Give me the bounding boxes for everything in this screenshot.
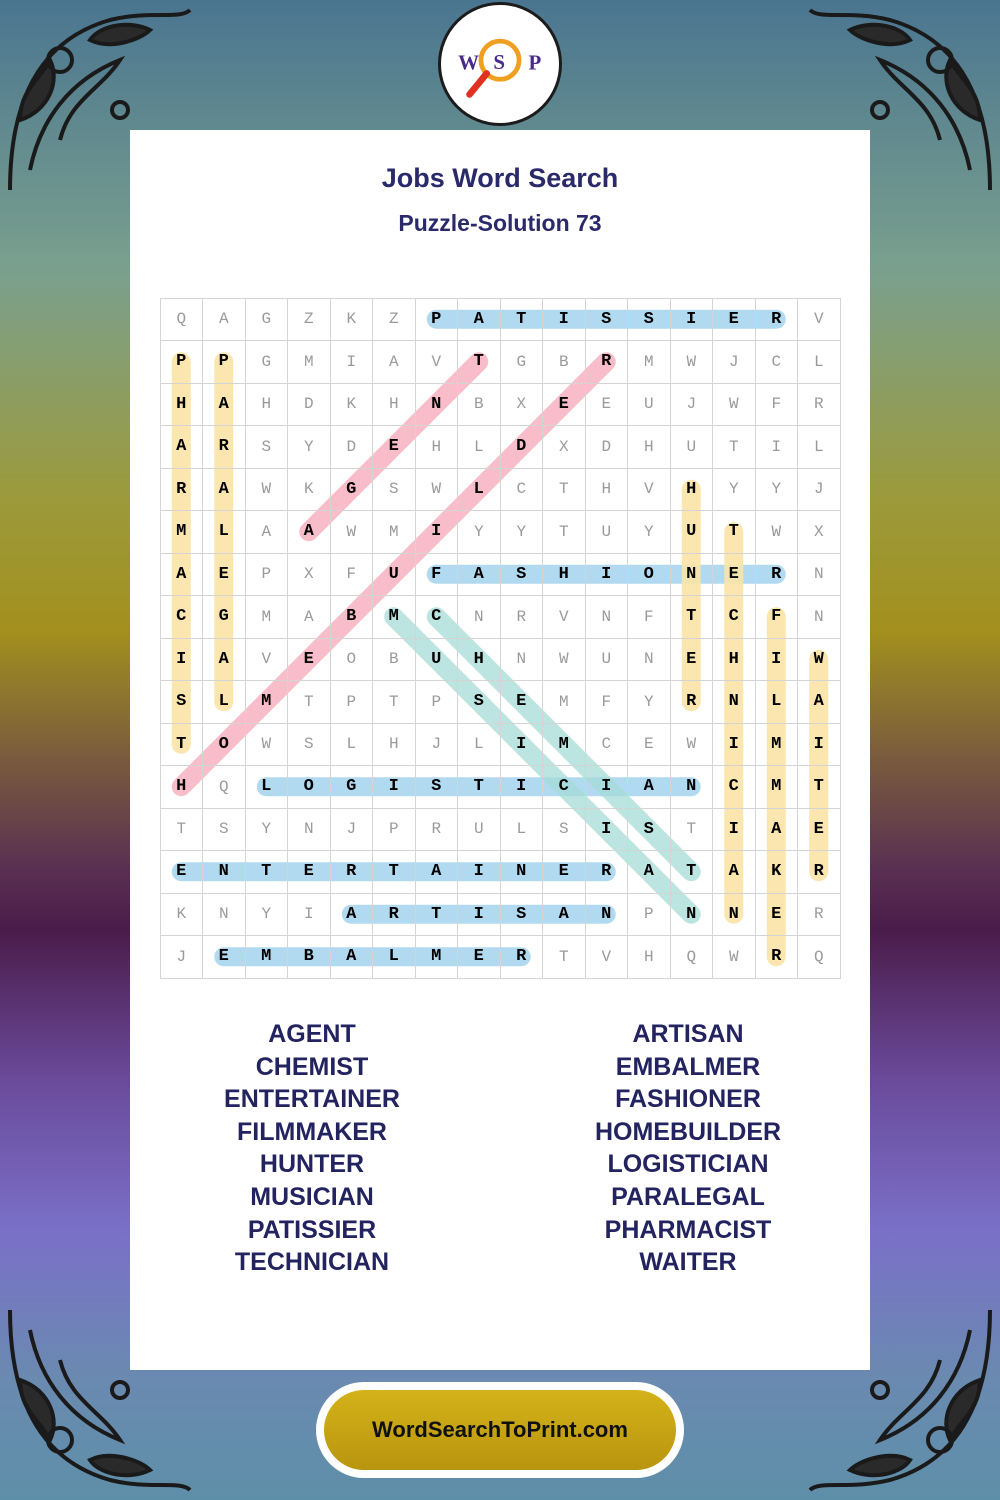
grid-cell[interactable]: I: [457, 850, 501, 894]
grid-cell[interactable]: H: [415, 425, 459, 469]
grid-cell[interactable]: I: [755, 638, 799, 682]
grid-cell[interactable]: L: [797, 340, 841, 384]
grid-cell[interactable]: T: [160, 808, 204, 852]
grid-cell[interactable]: Y: [245, 893, 289, 937]
grid-cell[interactable]: U: [372, 553, 416, 597]
grid-cell[interactable]: L: [797, 425, 841, 469]
grid-cell[interactable]: M: [542, 680, 586, 724]
grid-cell[interactable]: R: [755, 298, 799, 342]
grid-cell[interactable]: E: [797, 808, 841, 852]
grid-cell[interactable]: U: [670, 425, 714, 469]
grid-cell[interactable]: N: [670, 765, 714, 809]
grid-cell[interactable]: H: [585, 468, 629, 512]
word-list-item: PARALEGAL: [611, 1182, 765, 1211]
grid-cell[interactable]: A: [330, 893, 374, 937]
grid-cell[interactable]: E: [160, 850, 204, 894]
grid-cell[interactable]: T: [712, 425, 756, 469]
grid-cell[interactable]: G: [245, 298, 289, 342]
grid-cell[interactable]: K: [287, 468, 331, 512]
grid-cell[interactable]: A: [160, 425, 204, 469]
grid-cell[interactable]: I: [457, 893, 501, 937]
grid-cell[interactable]: S: [457, 680, 501, 724]
grid-cell[interactable]: R: [585, 850, 629, 894]
grid-cell[interactable]: Z: [372, 298, 416, 342]
grid-cell[interactable]: C: [755, 340, 799, 384]
word-list-item: TECHNICIAN: [234, 1248, 390, 1277]
grid-cell[interactable]: A: [457, 553, 501, 597]
grid-cell[interactable]: N: [627, 638, 671, 682]
word-list-item: PHARMACIST: [604, 1215, 772, 1244]
grid-cell[interactable]: A: [245, 510, 289, 554]
grid-cell[interactable]: V: [542, 595, 586, 639]
grid-cell[interactable]: R: [160, 468, 204, 512]
grid-cell[interactable]: J: [160, 935, 204, 979]
grid-cell[interactable]: O: [287, 765, 331, 809]
grid-cell[interactable]: F: [755, 595, 799, 639]
grid-cell[interactable]: Y: [712, 468, 756, 512]
grid-cell[interactable]: W: [415, 468, 459, 512]
grid-cell[interactable]: L: [457, 468, 501, 512]
grid-cell[interactable]: F: [415, 553, 459, 597]
grid-cell[interactable]: T: [670, 850, 714, 894]
grid-cell[interactable]: W: [755, 510, 799, 554]
grid-cell[interactable]: N: [415, 383, 459, 427]
grid-cell[interactable]: S: [500, 553, 544, 597]
grid-cell[interactable]: D: [287, 383, 331, 427]
grid-cell[interactable]: N: [457, 595, 501, 639]
word-list-item: PATISSIER: [247, 1215, 377, 1244]
logo-letter-w: W: [458, 50, 480, 75]
grid-cell[interactable]: A: [202, 383, 246, 427]
grid-cell[interactable]: A: [202, 638, 246, 682]
grid-cell[interactable]: N: [500, 638, 544, 682]
grid-cell[interactable]: Y: [457, 510, 501, 554]
grid-cell[interactable]: M: [755, 765, 799, 809]
grid-cell[interactable]: U: [627, 383, 671, 427]
grid-cell[interactable]: G: [245, 340, 289, 384]
logo-letter-s: S: [493, 49, 505, 74]
grid-cell[interactable]: T: [245, 850, 289, 894]
grid-cell[interactable]: C: [712, 765, 756, 809]
grid-cell[interactable]: Q: [797, 935, 841, 979]
page-subtitle: Puzzle-Solution 73: [398, 210, 602, 236]
grid-cell[interactable]: H: [245, 383, 289, 427]
grid-cell[interactable]: T: [542, 510, 586, 554]
grid-cell[interactable]: B: [287, 935, 331, 979]
grid-cell[interactable]: N: [797, 595, 841, 639]
wsp-logo[interactable]: [438, 2, 562, 126]
grid-cell[interactable]: N: [287, 808, 331, 852]
grid-cell[interactable]: I: [500, 723, 544, 767]
grid-cell[interactable]: I: [542, 298, 586, 342]
grid-cell[interactable]: L: [500, 808, 544, 852]
grid-cell[interactable]: N: [670, 553, 714, 597]
grid-cell[interactable]: P: [627, 893, 671, 937]
grid-cell[interactable]: S: [202, 808, 246, 852]
grid-cell[interactable]: I: [585, 808, 629, 852]
grid-cell[interactable]: T: [797, 765, 841, 809]
grid-cell[interactable]: A: [287, 510, 331, 554]
grid-cell[interactable]: M: [755, 723, 799, 767]
grid-cell[interactable]: K: [755, 850, 799, 894]
grid-cell[interactable]: C: [542, 765, 586, 809]
word-search-grid: [160, 298, 840, 978]
grid-cell[interactable]: R: [797, 850, 841, 894]
grid-cell[interactable]: Y: [245, 808, 289, 852]
word-list-item: CHEMIST: [255, 1052, 369, 1081]
grid-cell[interactable]: R: [500, 595, 544, 639]
word-list-item: ENTERTAINER: [224, 1085, 400, 1114]
grid-cell[interactable]: B: [542, 340, 586, 384]
grid-cell[interactable]: K: [160, 893, 204, 937]
word-list-left: [132, 1018, 492, 1279]
grid-cell[interactable]: K: [330, 383, 374, 427]
grid-cell[interactable]: A: [372, 340, 416, 384]
grid-cell[interactable]: N: [670, 893, 714, 937]
grid-cell[interactable]: I: [712, 723, 756, 767]
grid-cell[interactable]: U: [670, 510, 714, 554]
word-list-item: FASHIONER: [615, 1085, 761, 1114]
grid-cell[interactable]: E: [202, 935, 246, 979]
grid-cell[interactable]: V: [797, 298, 841, 342]
grid-cell[interactable]: T: [372, 680, 416, 724]
grid-cell[interactable]: M: [372, 595, 416, 639]
grid-cell[interactable]: L: [245, 765, 289, 809]
grid-cell[interactable]: H: [627, 425, 671, 469]
grid-cell[interactable]: A: [330, 935, 374, 979]
grid-cell[interactable]: S: [500, 893, 544, 937]
grid-cell[interactable]: A: [160, 553, 204, 597]
grid-cell[interactable]: W: [330, 510, 374, 554]
grid-cell[interactable]: H: [160, 765, 204, 809]
grid-cell[interactable]: T: [160, 723, 204, 767]
grid-cell[interactable]: T: [712, 510, 756, 554]
grid-cell[interactable]: D: [585, 425, 629, 469]
grid-cell[interactable]: J: [797, 468, 841, 512]
grid-cell[interactable]: R: [585, 340, 629, 384]
grid-cell[interactable]: D: [500, 425, 544, 469]
grid-cell[interactable]: X: [287, 553, 331, 597]
grid-cell[interactable]: I: [500, 765, 544, 809]
grid-cell[interactable]: L: [202, 510, 246, 554]
grid-cell[interactable]: E: [457, 935, 501, 979]
grid-cell[interactable]: A: [627, 850, 671, 894]
word-list-item: LOGISTICIAN: [607, 1150, 769, 1179]
grid-cell[interactable]: U: [415, 638, 459, 682]
grid-cell[interactable]: T: [457, 340, 501, 384]
grid-cell[interactable]: H: [160, 383, 204, 427]
word-list-item: ARTISAN: [632, 1020, 744, 1048]
grid-cell[interactable]: S: [585, 298, 629, 342]
grid-cell[interactable]: T: [670, 808, 714, 852]
grid-cell[interactable]: W: [245, 723, 289, 767]
word-list-item: MUSICIAN: [250, 1182, 374, 1211]
grid-cell[interactable]: V: [245, 638, 289, 682]
grid-cell[interactable]: M: [245, 680, 289, 724]
grid-cell[interactable]: S: [160, 680, 204, 724]
grid-cell[interactable]: P: [245, 553, 289, 597]
grid-cell[interactable]: G: [500, 340, 544, 384]
grid-cell[interactable]: E: [287, 638, 331, 682]
grid-cell[interactable]: I: [585, 553, 629, 597]
grid-cell[interactable]: B: [372, 638, 416, 682]
grid-cell[interactable]: W: [797, 638, 841, 682]
grid-cell[interactable]: Q: [670, 935, 714, 979]
grid-cell[interactable]: F: [627, 595, 671, 639]
grid-cell[interactable]: A: [202, 298, 246, 342]
grid-cell[interactable]: V: [627, 468, 671, 512]
grid-cell[interactable]: R: [670, 680, 714, 724]
grid-cell[interactable]: M: [245, 935, 289, 979]
site-link-label: WordSearchToPrint.com: [324, 1390, 676, 1470]
grid-cell[interactable]: M: [372, 510, 416, 554]
grid-cell[interactable]: Z: [287, 298, 331, 342]
grid-cell[interactable]: E: [670, 638, 714, 682]
grid-cell[interactable]: H: [627, 935, 671, 979]
grid-cell[interactable]: I: [372, 765, 416, 809]
grid-cell[interactable]: M: [245, 595, 289, 639]
grid-cell[interactable]: T: [372, 850, 416, 894]
grid-cell[interactable]: L: [457, 425, 501, 469]
grid-cell[interactable]: E: [542, 850, 586, 894]
grid-cell[interactable]: C: [585, 723, 629, 767]
grid-cell[interactable]: A: [542, 893, 586, 937]
grid-cell[interactable]: E: [755, 893, 799, 937]
grid-cell[interactable]: N: [585, 893, 629, 937]
grid-cell[interactable]: F: [330, 553, 374, 597]
grid-cell[interactable]: W: [670, 723, 714, 767]
grid-cell[interactable]: T: [542, 468, 586, 512]
grid-cell[interactable]: I: [330, 340, 374, 384]
grid-cell[interactable]: O: [627, 553, 671, 597]
grid-cell[interactable]: I: [287, 893, 331, 937]
grid-cell[interactable]: J: [670, 383, 714, 427]
grid-cell[interactable]: R: [372, 893, 416, 937]
grid-cell[interactable]: S: [542, 808, 586, 852]
word-list-item: WAITER: [639, 1248, 737, 1277]
grid-cell[interactable]: T: [670, 595, 714, 639]
grid-cell[interactable]: E: [712, 298, 756, 342]
grid-cell[interactable]: H: [372, 383, 416, 427]
grid-cell[interactable]: B: [457, 383, 501, 427]
grid-cell[interactable]: U: [585, 510, 629, 554]
grid-cell[interactable]: W: [245, 468, 289, 512]
grid-cell[interactable]: U: [457, 808, 501, 852]
site-link-button[interactable]: [316, 1382, 684, 1478]
grid-cell[interactable]: D: [330, 425, 374, 469]
grid-cell[interactable]: I: [585, 765, 629, 809]
grid-cell[interactable]: B: [330, 595, 374, 639]
grid-cell[interactable]: E: [627, 723, 671, 767]
grid-cell[interactable]: R: [202, 425, 246, 469]
grid-cell[interactable]: C: [160, 595, 204, 639]
grid-cell[interactable]: A: [797, 680, 841, 724]
grid-cell[interactable]: L: [202, 680, 246, 724]
word-list-item: HOMEBUILDER: [594, 1117, 782, 1146]
grid-cell[interactable]: X: [797, 510, 841, 554]
grid-cell[interactable]: G: [330, 468, 374, 512]
grid-cell[interactable]: A: [755, 808, 799, 852]
grid-cell[interactable]: N: [712, 893, 756, 937]
grid-cell[interactable]: X: [542, 425, 586, 469]
grid-cell[interactable]: S: [415, 765, 459, 809]
grid-cell[interactable]: N: [500, 850, 544, 894]
grid-cell[interactable]: E: [372, 425, 416, 469]
grid-cell[interactable]: I: [797, 723, 841, 767]
grid-cell[interactable]: I: [755, 425, 799, 469]
grid-cell[interactable]: J: [712, 340, 756, 384]
grid-cell[interactable]: V: [585, 935, 629, 979]
grid-cell[interactable]: H: [542, 553, 586, 597]
word-list-item: EMBALMER: [615, 1052, 761, 1081]
grid-cell[interactable]: H: [712, 638, 756, 682]
grid-cell[interactable]: R: [797, 383, 841, 427]
grid-cell[interactable]: V: [415, 340, 459, 384]
grid-cell[interactable]: A: [415, 850, 459, 894]
grid-cell[interactable]: R: [415, 808, 459, 852]
grid-cell[interactable]: E: [500, 680, 544, 724]
grid-cell[interactable]: G: [330, 765, 374, 809]
grid-cell[interactable]: R: [755, 553, 799, 597]
grid-cell[interactable]: C: [712, 595, 756, 639]
grid-cell[interactable]: S: [372, 468, 416, 512]
grid-cell[interactable]: M: [415, 935, 459, 979]
grid-cell[interactable]: N: [202, 850, 246, 894]
grid-cell[interactable]: K: [330, 298, 374, 342]
grid-cell[interactable]: G: [202, 595, 246, 639]
logo-letter-p: P: [528, 50, 542, 75]
page-title: Jobs Word Search: [381, 163, 619, 193]
grid-cell[interactable]: T: [542, 935, 586, 979]
grid-cell[interactable]: F: [755, 383, 799, 427]
grid-cell[interactable]: M: [287, 340, 331, 384]
grid-cell[interactable]: I: [160, 638, 204, 682]
grid-cell[interactable]: T: [415, 893, 459, 937]
grid-cell[interactable]: P: [160, 340, 204, 384]
grid-cell[interactable]: S: [627, 808, 671, 852]
grid-cell[interactable]: S: [627, 298, 671, 342]
grid-cell[interactable]: W: [712, 935, 756, 979]
grid-cell[interactable]: P: [330, 680, 374, 724]
grid-cell[interactable]: H: [457, 638, 501, 682]
grid-cell[interactable]: I: [712, 808, 756, 852]
word-list-right: [508, 1018, 868, 1279]
grid-cell[interactable]: C: [500, 468, 544, 512]
grid-cell[interactable]: E: [202, 553, 246, 597]
grid-cell[interactable]: P: [372, 808, 416, 852]
grid-cell[interactable]: E: [542, 383, 586, 427]
grid-cell[interactable]: Y: [627, 680, 671, 724]
grid-cell[interactable]: H: [372, 723, 416, 767]
word-list-item: AGENT: [268, 1020, 356, 1048]
grid-cell[interactable]: L: [755, 680, 799, 724]
grid-cell[interactable]: Y: [755, 468, 799, 512]
grid-cell[interactable]: S: [287, 723, 331, 767]
grid-cell[interactable]: I: [670, 298, 714, 342]
grid-cell[interactable]: O: [330, 638, 374, 682]
grid-cell[interactable]: N: [202, 893, 246, 937]
grid-cell[interactable]: J: [330, 808, 374, 852]
grid-cell[interactable]: Y: [627, 510, 671, 554]
grid-cell[interactable]: L: [457, 723, 501, 767]
grid-cell[interactable]: T: [457, 765, 501, 809]
grid-cell[interactable]: L: [330, 723, 374, 767]
grid-cell[interactable]: R: [330, 850, 374, 894]
grid-cell[interactable]: A: [287, 595, 331, 639]
grid-cell[interactable]: Q: [202, 765, 246, 809]
grid-cell[interactable]: C: [415, 595, 459, 639]
grid-cell[interactable]: T: [287, 680, 331, 724]
grid-cell[interactable]: N: [797, 553, 841, 597]
grid-cell[interactable]: W: [670, 340, 714, 384]
grid-cell[interactable]: A: [627, 765, 671, 809]
grid-cell[interactable]: P: [415, 298, 459, 342]
grid-cell[interactable]: X: [500, 383, 544, 427]
grid-cell[interactable]: M: [542, 723, 586, 767]
grid-cell[interactable]: I: [415, 510, 459, 554]
grid-cell[interactable]: Y: [287, 425, 331, 469]
grid-cell[interactable]: Y: [500, 510, 544, 554]
grid-cell[interactable]: N: [712, 680, 756, 724]
grid-cell[interactable]: E: [287, 850, 331, 894]
grid-cell[interactable]: Q: [160, 298, 204, 342]
grid-cell[interactable]: P: [202, 340, 246, 384]
grid-cell[interactable]: U: [585, 638, 629, 682]
grid-cell[interactable]: A: [202, 468, 246, 512]
grid-cell[interactable]: M: [160, 510, 204, 554]
grid-cell[interactable]: H: [670, 468, 714, 512]
grid-cell[interactable]: J: [415, 723, 459, 767]
grid-cell[interactable]: P: [415, 680, 459, 724]
grid-cell[interactable]: R: [755, 935, 799, 979]
grid-cell[interactable]: W: [542, 638, 586, 682]
grid-cell[interactable]: R: [500, 935, 544, 979]
grid-cell[interactable]: W: [712, 383, 756, 427]
grid-cell[interactable]: F: [585, 680, 629, 724]
grid-cell[interactable]: E: [585, 383, 629, 427]
grid-cell[interactable]: S: [245, 425, 289, 469]
grid-cell[interactable]: L: [372, 935, 416, 979]
grid-cell[interactable]: M: [627, 340, 671, 384]
grid-cell[interactable]: R: [797, 893, 841, 937]
grid-cell[interactable]: A: [457, 298, 501, 342]
grid-cell[interactable]: A: [712, 850, 756, 894]
grid-cell[interactable]: N: [585, 595, 629, 639]
grid-cell[interactable]: O: [202, 723, 246, 767]
word-list-item: FILMMAKER: [237, 1117, 387, 1146]
grid-cell[interactable]: T: [500, 298, 544, 342]
grid-cell[interactable]: E: [712, 553, 756, 597]
word-list-item: HUNTER: [259, 1150, 365, 1179]
